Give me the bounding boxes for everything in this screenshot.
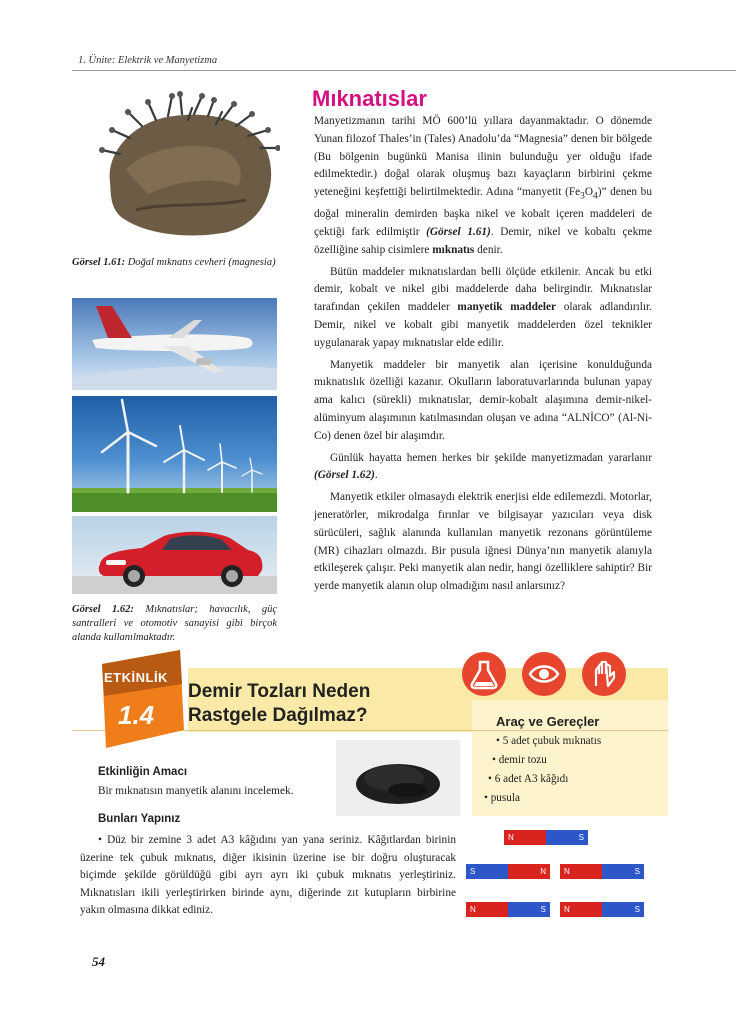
car-image	[72, 516, 277, 594]
pair1-magnet-left	[466, 864, 550, 879]
p1-text-b: )” denen bu doğal mineralin demirden başka nikel ve kobalt içeren maddeleri de çektiği fark edilmiştir	[314, 186, 652, 239]
wind-turbines-image	[72, 396, 277, 512]
eye-icon	[522, 652, 566, 696]
figure-162-label: Görsel 1.62:	[72, 604, 134, 615]
activity-title-line-2: Rastgele Dağılmaz?	[188, 705, 368, 726]
glove-icon	[582, 652, 626, 696]
activity-title	[188, 680, 370, 728]
figure-162-text: Mıknatıslar; havacılık, güç santralleri ve otomotiv sanayisi gibi birçok alanda kullanılmaktadır.	[72, 604, 277, 643]
figure-161-caption	[72, 256, 277, 270]
airplane-image	[72, 298, 277, 390]
unit-title: 1. Ünite: Elektrik ve Manyetizma	[78, 55, 218, 66]
p4-text: Günlük hayatta hemen herkes bir şekilde manyetizmadan yararlanır	[330, 451, 652, 464]
p1-text-o: O	[584, 186, 594, 199]
paragraph-2	[314, 264, 652, 353]
p1-bold-term: mıknatıs	[432, 243, 475, 256]
figure-162-caption	[72, 603, 277, 645]
pair2-magnet-right	[560, 902, 644, 917]
aim-heading: Etkinliğin Amacı	[98, 766, 188, 778]
p1-text-end: denir.	[474, 243, 503, 256]
p4-end: .	[374, 469, 378, 482]
magnet-south-pole: S	[546, 830, 588, 845]
tools-item: • demir tozu	[492, 754, 547, 766]
activity-badge-word: ETKİNLİK	[104, 670, 168, 685]
magnet-north-pole: N	[508, 864, 550, 879]
figure-161-text: Doğal mıknatıs cevheri (magnesia)	[125, 257, 276, 268]
p1-sub-3: 3	[580, 191, 585, 202]
paragraph-5: Manyetik etkiler olmasaydı elektrik enerjisi elde edilemezdi. Motorlar, jeneratörler, mikrodalga fırınlar ve bilgisayar yazıcıları veya disk sürücüleri, sağlık alanında kullanılan manyetik rezonans görüntüleme (MR) cihazları olmazdı. Bir pusula iğnesi Dünya’nın manyetik alanıyla etkileşerek çalışır. Peki manyetik alan nedir, hangi özelliklere sahiptir? Bir yerde manyetik alanın olup olmadığını nasıl anlarsınız?	[314, 491, 652, 593]
p2-text-a: Bütün maddeler mıknatıslardan belli ölçüde etkilenir. Ancak bu etki demir, kobalt ve nikel gibi maddelerde daha belirgindir. Mıknatıslar tarafından çekilen maddeler	[314, 265, 652, 314]
magnetite-rock-image	[96, 90, 280, 240]
magnet-south-pole: S	[602, 864, 644, 879]
magnet-south-pole: S	[466, 864, 508, 879]
p2-bold-term: manyetik maddeler	[457, 301, 557, 314]
pair2-magnet-left	[466, 902, 550, 917]
flask-icon	[462, 652, 506, 696]
magnet-north-pole: N	[560, 864, 602, 879]
magnet-north-pole: N	[560, 902, 602, 917]
do-text: • Düz bir zemine 3 adet A3 kâğıdını yan yana seriniz. Kâğıtlardan birinin üzerine tek çubuk mıknatıs, diğer ikisinin üzerine ise bir doğru oluşturacak biçimde şekilde görüldüğü gibi ayrı ayrı iki çubuk mıknatıs yerleştiriniz. Mıknatısları ikili yerleştirirken birinde aynı, diğerinde zıt kutupların birbirine yakın olmasına dikkat ediniz.	[80, 834, 456, 916]
single-bar-magnet	[504, 830, 588, 845]
body-text	[314, 113, 652, 600]
figure-161-label: Görsel 1.61:	[72, 257, 126, 268]
magnet-south-pole: S	[602, 902, 644, 917]
p1-text-c: . Demir, nikel ve kobaltı çekme özelliğine sahip cisimlere	[314, 226, 653, 256]
paragraph-4	[314, 450, 652, 486]
paragraph-3: Manyetik maddeler bir manyetik alan içerisine konulduğunda mıknatıslık özelliği kazanır. Okulların laboratuvarlarında bulunan yapay ama kalıcı (sürekli) mıknatıslar, demir-kobalt alaşımına demir-nikel- alüminyum alaşımının katılmasından oluşan ve adına “ALNİCO” (Al-Ni-Co) denen özel bir alaşımdır.	[314, 358, 652, 442]
tools-item: • pusula	[484, 792, 520, 804]
activity-badge-number: 1.4	[118, 700, 155, 730]
paragraph-1	[314, 113, 652, 260]
p1-sub-4: 4	[593, 191, 598, 202]
magnet-north-pole: N	[504, 830, 546, 845]
do-heading: Bunları Yapınız	[98, 813, 181, 825]
tools-heading: Araç ve Gereçler	[496, 714, 600, 729]
page-number: 54	[92, 954, 105, 969]
p4-figure-ref: (Görsel 1.62)	[314, 469, 375, 482]
p2-text-b: olarak adlandırılır. Demir, nikel ve kobalt gibi manyetik maddelerden özel teknikler uygulanarak yapay mıknatıslar elde edilir.	[314, 301, 652, 349]
p1-figure-ref: (Görsel 1.61)	[426, 226, 491, 239]
tools-item: • 5 adet çubuk mıknatıs	[496, 735, 602, 747]
magnet-south-pole: S	[508, 902, 550, 917]
tools-item: • 6 adet A3 kâğıdı	[488, 773, 569, 785]
p1-text: Manyetizmanın tarihi MÖ 600’lü yıllara dayanmaktadır. O dönemde Yunan filozof Thales’in (Tales) Anadolu’da “Magnesia” denen bir bölgede (Bu bölgenin bugünkü Manisa ilinin bulunduğu yer olduğu ifade edilmektedir.) doğal olarak oluşmuş bazı kayaçların birbirini çekme yeteneğini keşfettiği belirtilmektedir. Adına “manyetit (Fe	[314, 115, 652, 199]
magnet-north-pole: N	[466, 902, 508, 917]
page-title: Mıknatıslar	[312, 86, 427, 111]
activity-title-line-1: Demir Tozları Neden	[188, 681, 371, 702]
iron-powder-image	[336, 740, 460, 816]
header-divider	[72, 70, 736, 71]
aim-text: Bir mıknatısın manyetik alanını incelemek.	[98, 785, 294, 797]
pair1-magnet-right	[560, 864, 644, 879]
